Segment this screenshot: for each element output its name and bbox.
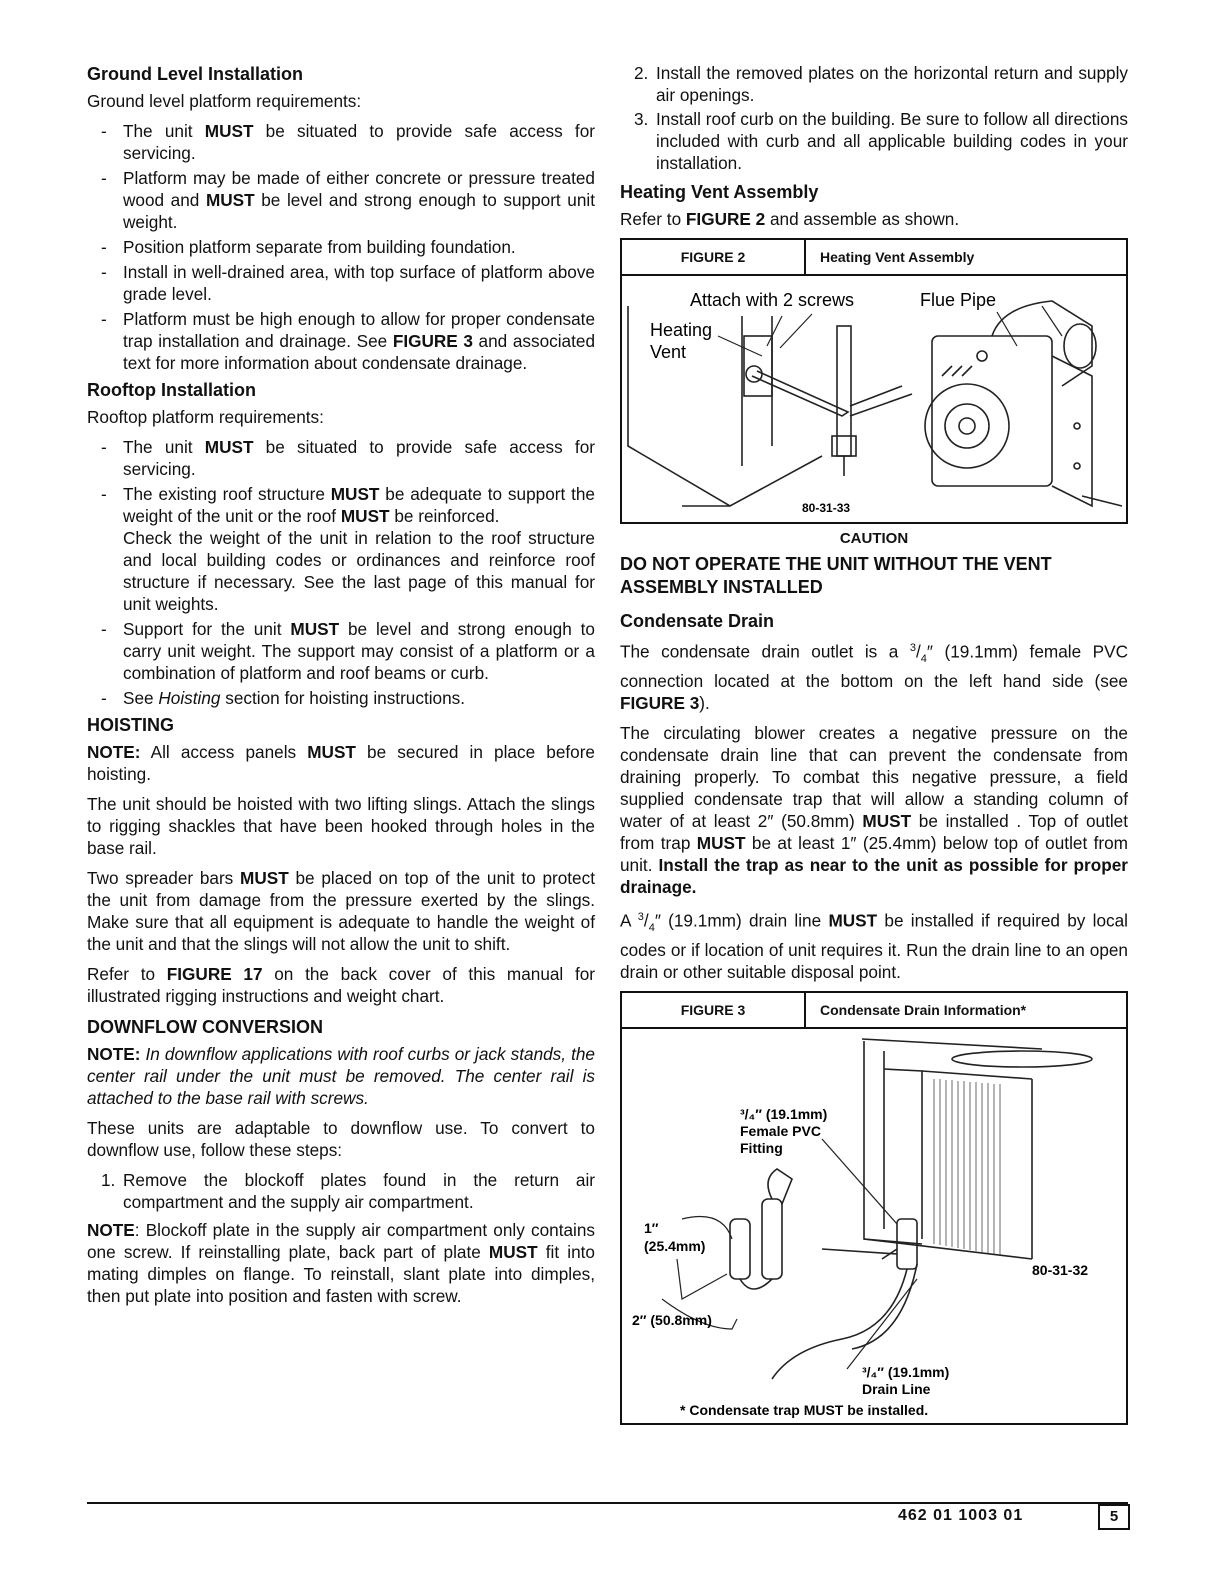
right-column (620, 62, 1128, 1425)
list-item: - The existing roof structure MUST be adequate to support the weight of the unit or the roof MUST be reinforced. Check the weight of the unit in relation to the roof structure and local building codes or ordinances and reinforce roof structure if necessary. See the last page of this manual for unit weights. (87, 483, 595, 615)
figure-3-code: 80-31-32 (1032, 1262, 1089, 1279)
rooftop-heading: Rooftop Installation (87, 380, 256, 400)
heating-vent-illustration (622, 276, 1126, 520)
list-item: - See Hoisting section for hoisting instructions. (87, 687, 595, 709)
hoisting-p2: Two spreader bars MUST be placed on top of the unit to protect the unit from damage from the pressure exerted by the slings. Make sure that all equipment is adequate to handle the weight of the unit and that the slings will not allow the unit to shift. (87, 868, 595, 954)
list-item: 2. Install the removed plates on the horizontal return and supply air openings. (634, 63, 1128, 105)
downflow-steps (87, 1169, 595, 1213)
list-item: - Position platform separate from building foundation. (87, 236, 595, 258)
vent-warning: DO NOT OPERATE THE UNIT WITHOUT THE VENT ASSEMBLY INSTALLED (620, 554, 1052, 597)
condensate-p1: The condensate drain outlet is a $^3/_4''$ (19.1mm) female PVC connection located at the bottom on the left hand side (see FIGURE 3). (620, 641, 1128, 714)
document-number: 462 01 1003 01 (898, 1507, 1024, 1524)
label-fitting-3: Fitting (740, 1140, 783, 1157)
list-item: 3. Install roof curb on the building. Be sure to follow all directions included with curb and all applicable building codes in your installation. (634, 109, 1128, 173)
ground-list (87, 120, 595, 374)
figure-2-code: 80-31-33 (802, 501, 851, 515)
hoisting-note: NOTE: All access panels MUST be secured in place before hoisting. (87, 742, 595, 784)
figure-2-tag: FIGURE 2 (622, 240, 806, 274)
condensate-p2: The circulating blower creates a negative pressure on the condensate drain line that can prevent the condensate from draining properly. To combat this negative pressure, a field supplied condensate trap that will allow a standing column of water of at least 2″ (50.8mm) MUST be installed . Top of outlet from trap MUST be at least 1″ (25.4mm) below top of outlet from unit. Install the trap as near to the unit as possible for proper drainage. (620, 723, 1128, 898)
list-item: 1. Remove the blockoff plates found in the return air compartment and the supply air compartment. (101, 1170, 595, 1212)
label-1in-b: (25.4mm) (644, 1238, 706, 1255)
label-vent: Vent (650, 342, 687, 362)
figure-3-footnote: * Condensate trap MUST be installed. (680, 1402, 929, 1419)
condensate-p3: A $^3/_4''$ (19.1mm) drain line MUST be installed if required by local codes or if location of unit requires it. Run the drain line to an open drain or other suitable disposal point. (620, 910, 1129, 983)
label-attach: Attach with 2 screws (690, 290, 855, 310)
list-item: - Install in well-drained area, with top surface of platform above grade level. (87, 261, 595, 305)
vent-text: Refer to FIGURE 2 and assemble as shown. (620, 209, 960, 229)
downflow-steps-continued (620, 62, 1128, 174)
caution-label: CAUTION (839, 530, 909, 547)
label-flue: Flue Pipe (920, 290, 997, 310)
hoisting-p3: Refer to FIGURE 17 on the back cover of this manual for illustrated rigging instructions and weight chart. (87, 964, 596, 1006)
vent-heading: Heating Vent Assembly (620, 182, 819, 202)
label-fitting-2: Female PVC (740, 1123, 821, 1140)
ground-intro: Ground level platform requirements: (87, 91, 362, 111)
label-2in: 2″ (50.8mm) (632, 1312, 712, 1329)
downflow-note: NOTE: In downflow applications with roof curbs or jack stands, the center rail under the unit must be removed. The center rail is attached to the base rail with screws. (87, 1044, 595, 1108)
label-heating: Heating (650, 320, 713, 340)
label-drain-2: Drain Line (862, 1381, 931, 1398)
figure-3-caption: Condensate Drain Information* (820, 1002, 1027, 1019)
figure-3 (620, 991, 1128, 1425)
list-item: - The unit MUST be situated to provide safe access for servicing. (87, 436, 595, 480)
ground-heading: Ground Level Installation (87, 64, 304, 84)
figure-2 (620, 238, 1128, 524)
downflow-p1: These units are adaptable to downflow use. To convert to downflow use, follow these steps: (87, 1118, 595, 1160)
rooftop-list (87, 436, 595, 709)
label-fitting-1: ³/₄″ (19.1mm) (740, 1106, 828, 1123)
list-item: - Support for the unit MUST be level and strong enough to carry unit weight. The support may consist of a platform or a combination of platform and roof beams or curb. (87, 618, 595, 684)
list-item: - The unit MUST be situated to provide safe access for servicing. (87, 120, 595, 164)
label-1in-a: 1″ (644, 1220, 659, 1237)
downflow-note2: NOTE: Blockoff plate in the supply air compartment only contains one screw. If reinstalling plate, back part of plate MUST fit into mating dimples on flange. To reinstall, slant plate into dimples, then put plate into position and fasten with screw. (87, 1220, 595, 1306)
left-column (87, 62, 595, 1315)
downflow-heading: DOWNFLOW CONVERSION (87, 1017, 323, 1037)
hoisting-p1: The unit should be hoisted with two lifting slings. Attach the slings to rigging shackles that have been hooked through holes in the base rail. (87, 794, 595, 858)
rooftop-intro: Rooftop platform requirements: (87, 407, 324, 427)
figure-2-caption: Heating Vent Assembly (820, 249, 975, 265)
page-number: 5 (1098, 1504, 1130, 1530)
list-item: - Platform must be high enough to allow for proper condensate trap installation and drainage. See FIGURE 3 and associated text for more information about condensate drainage. (87, 308, 595, 374)
condensate-heading: Condensate Drain (620, 611, 775, 631)
figure-3-tag: FIGURE 3 (622, 993, 806, 1027)
list-item: - Platform may be made of either concrete or pressure treated wood and MUST be level and strong enough to support unit weight. (87, 167, 595, 233)
hoisting-heading: HOISTING (87, 715, 175, 735)
condensate-drain-illustration (622, 1029, 1126, 1421)
footer-rule (87, 1502, 1128, 1504)
label-drain-1: ³/₄″ (19.1mm) (862, 1364, 950, 1381)
